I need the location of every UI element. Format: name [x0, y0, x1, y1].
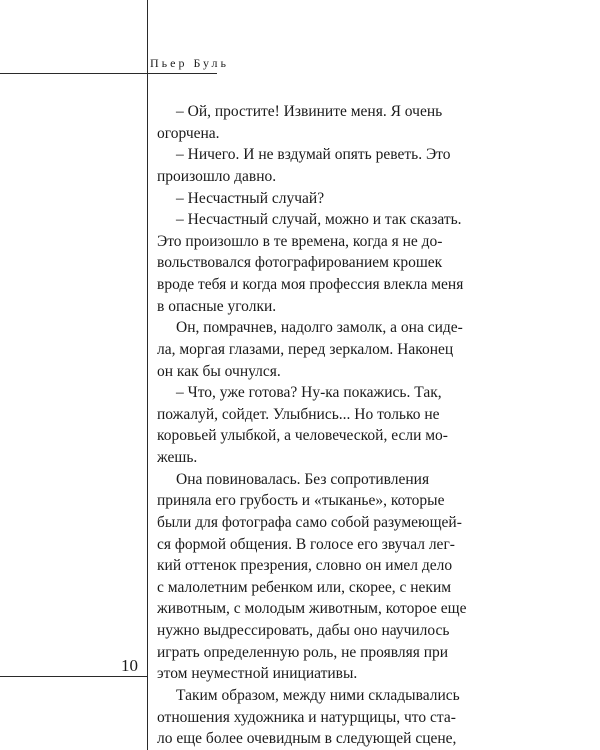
vertical-margin-rule [147, 0, 148, 750]
text-line: Она повиновалась. Без сопротивления [176, 470, 430, 488]
text-line: он как бы очнулся. [157, 362, 281, 380]
text-line: – Несчастный случай, можно и так сказать. [176, 211, 462, 229]
page-number: 10 [121, 656, 138, 675]
body-text [157, 101, 473, 750]
text-line: – Что, уже готова? Ну-ка покажись. Так, [176, 384, 442, 402]
text-line: ся формой общения. В голосе его звучал лег- [157, 535, 455, 553]
footer-rule [0, 676, 147, 677]
text-line: этом неуместной инициативы. [157, 665, 358, 683]
text-line: нужно выдрессировать, дабы оно научилось [157, 622, 450, 639]
header-rule [0, 73, 217, 74]
text-line: пожалуй, сойдет. Улыбнись... Но только не [157, 405, 440, 423]
text-line: жешь. [157, 449, 198, 466]
text-line: вольствовался фотографированием крошек [157, 254, 443, 272]
text-line: произошло давно. [157, 167, 277, 185]
text-line: – Несчастный случай? [176, 189, 325, 207]
text-line: ло еще более очевидным в следующей сцене, [157, 730, 457, 748]
text-line: приняла его грубость и «тыканье», которые [157, 492, 445, 510]
text-line: Таким образом, между ними складывались [176, 686, 460, 704]
text-line: животным, с молодым животным, которое еще [157, 600, 467, 618]
text-line: коровьей улыбкой, а человеческой, если мо- [157, 427, 448, 445]
text-line: огорчена. [157, 124, 220, 142]
text-line: играть определенную роль, не проявляя при [157, 643, 449, 661]
text-line: в опасные уголки. [157, 297, 277, 315]
text-line: кий оттенок презрения, словно он имел дело [157, 557, 453, 575]
text-line: Это произошло в те времена, когда я не до- [157, 232, 443, 250]
text-line: отношения художника и натурщицы, что ста- [157, 708, 456, 726]
running-head: Пьер Буль [150, 56, 229, 70]
text-line: ла, моргая глазами, перед зеркалом. Наконец [157, 340, 454, 358]
text-line: Он, помрачнев, надолго замолк, а она сиде- [176, 319, 463, 337]
text-line: с малолетним ребенком или, скорее, с неким [157, 578, 452, 596]
text-line: – Ничего. И не вздумай опять реветь. Это [176, 146, 451, 164]
text-line: – Ой, простите! Извините меня. Я очень [176, 103, 443, 120]
text-line: были для фотографа само собой разумеющей- [157, 513, 462, 531]
text-line: вроде тебя и когда моя профессия влекла меня [157, 276, 464, 293]
